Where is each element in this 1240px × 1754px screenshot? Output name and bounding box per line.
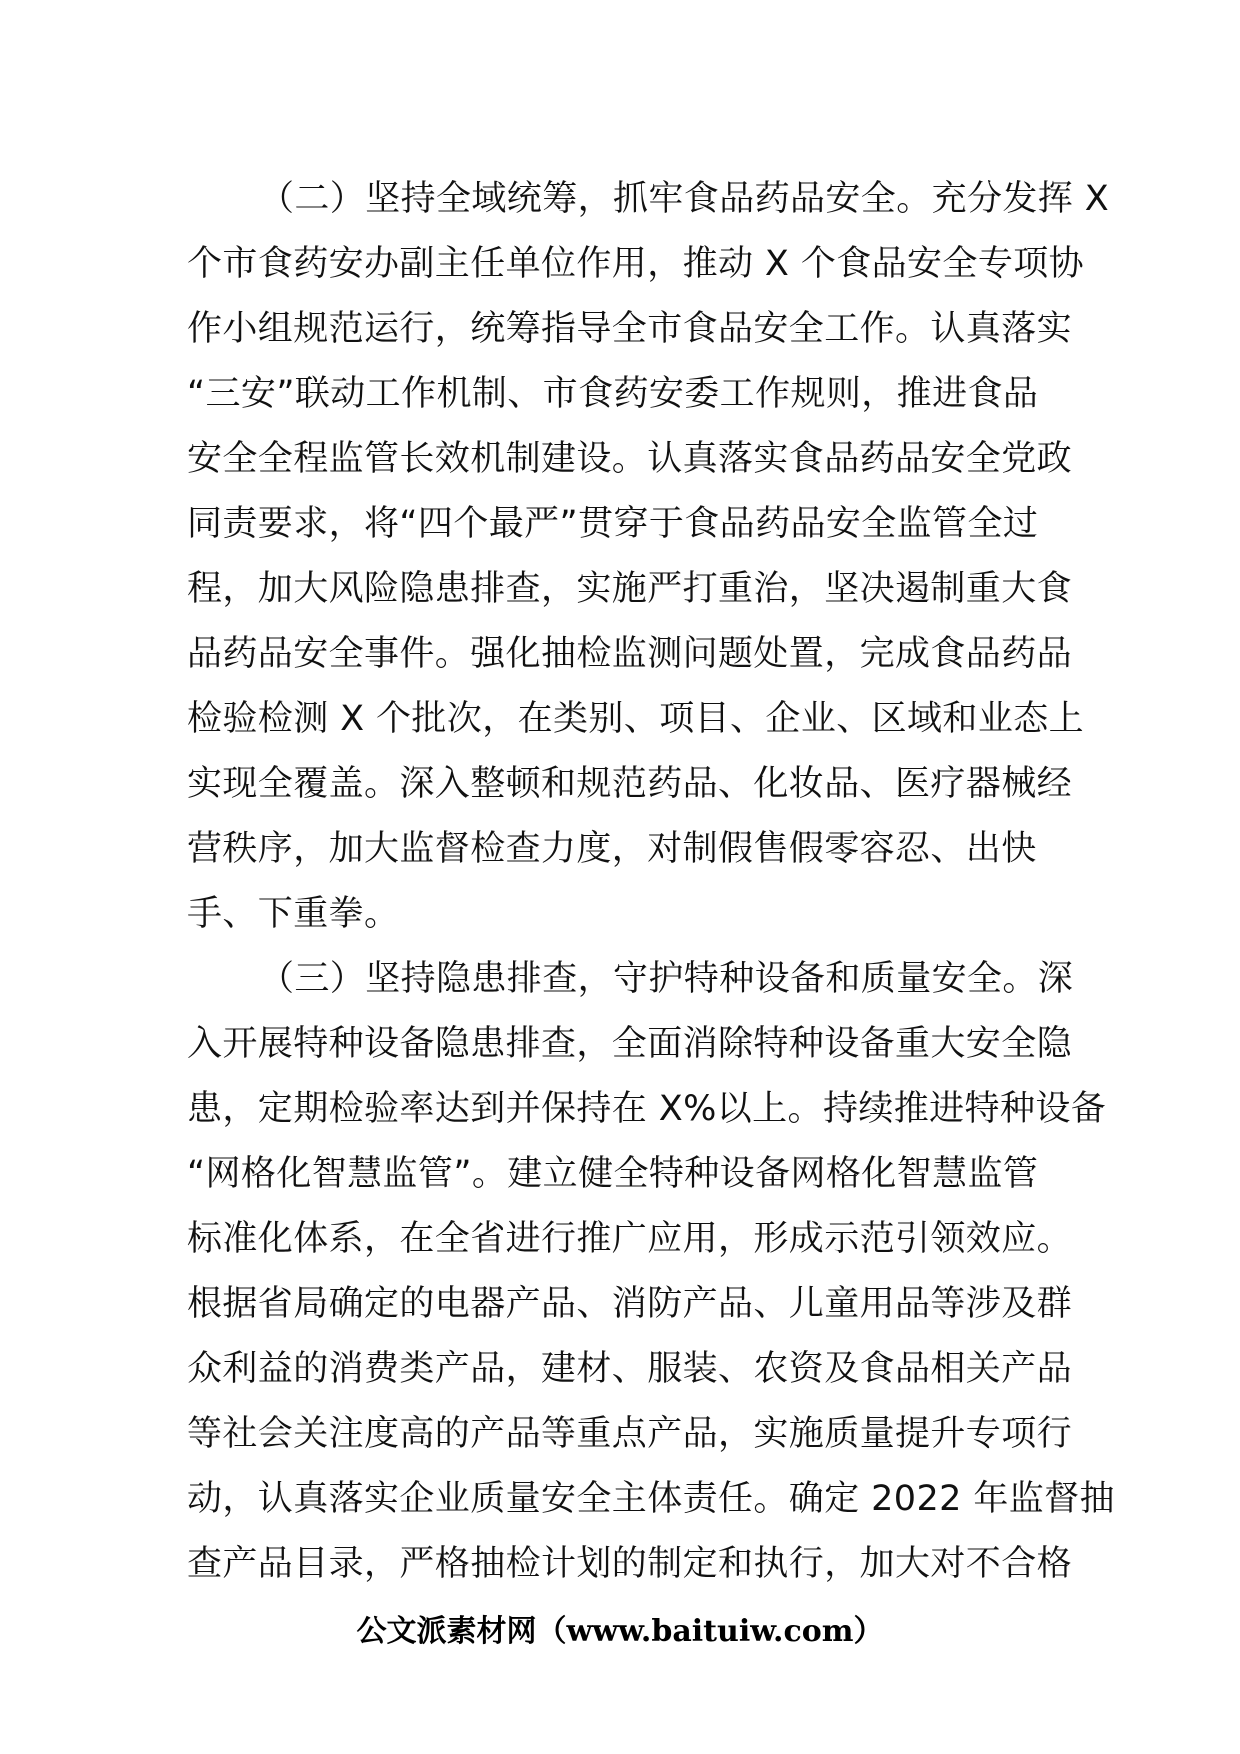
body-text bbox=[187, 167, 1115, 1597]
paragraph-2-line-8: 品药品安全事件。强化抽检监测问题处置，完成食品药品 bbox=[187, 634, 1073, 674]
paragraph-2-line-10: 实现全覆盖。深入整顿和规范药品、化妆品、医疗器械经 bbox=[187, 764, 1073, 804]
paragraph-2-line-4: “三安”联动工作机制、市食药安委工作规则，推进食品 bbox=[187, 374, 1039, 414]
footer-watermark: 公文派素材网（www.baituiw.com） bbox=[356, 1614, 884, 1649]
paragraph-3-line-8: 等社会关注度高的产品等重点产品，实施质量提升专项行 bbox=[187, 1414, 1073, 1454]
paragraph-2-line-9: 检验检测 X 个批次，在类别、项目、企业、区域和业态上 bbox=[187, 699, 1085, 739]
paragraph-3-line-7: 众利益的消费类产品，建材、服装、农资及食品相关产品 bbox=[187, 1349, 1073, 1389]
paragraph-3-line-6: 根据省局确定的电器产品、消防产品、儿童用品等涉及群 bbox=[187, 1284, 1073, 1324]
paragraph-2-line-6: 同责要求，将“四个最严”贯穿于食品药品安全监管全过 bbox=[187, 504, 1039, 544]
paragraph-2-line-5: 安全全程监管长效机制建设。认真落实食品药品安全党政 bbox=[187, 439, 1073, 479]
paragraph-2-line-2: 个市食药安办副主任单位作用，推动 X 个食品安全专项协 bbox=[187, 244, 1085, 284]
paragraph-2-line-7: 程，加大风险隐患排查，实施严打重治，坚决遏制重大食 bbox=[187, 569, 1073, 609]
paragraph-3-line-10: 查产品目录，严格抽检计划的制定和执行，加大对不合格 bbox=[187, 1544, 1073, 1584]
paragraph-3-line-5: 标准化体系，在全省进行推广应用，形成示范引领效应。 bbox=[187, 1219, 1073, 1259]
paragraph-2-line-12: 手、下重拳。 bbox=[187, 894, 400, 934]
paragraph-3-line-2: 入开展特种设备隐患排查，全面消除特种设备重大安全隐 bbox=[187, 1024, 1073, 1064]
paragraph-3-line-4: “网格化智慧监管”。建立健全特种设备网格化智慧监管 bbox=[187, 1154, 1039, 1194]
paragraph-3-line-9: 动，认真落实企业质量安全主体责任。确定 2022 年监督抽 bbox=[187, 1479, 1115, 1519]
paragraph-2-line-1: （二）坚持全域统筹，抓牢食品药品安全。充分发挥 X bbox=[259, 179, 1110, 219]
paragraph-2-line-3: 作小组规范运行，统筹指导全市食品安全工作。认真落实 bbox=[187, 309, 1073, 349]
paragraph-3-line-1: （三）坚持隐患排查，守护特种设备和质量安全。深 bbox=[259, 959, 1074, 999]
paragraph-2-line-11: 营秩序，加大监督检查力度，对制假售假零容忍、出快 bbox=[187, 829, 1037, 869]
paragraph-3-line-3: 患，定期检验率达到并保持在 X%以上。持续推进特种设备 bbox=[187, 1089, 1107, 1129]
